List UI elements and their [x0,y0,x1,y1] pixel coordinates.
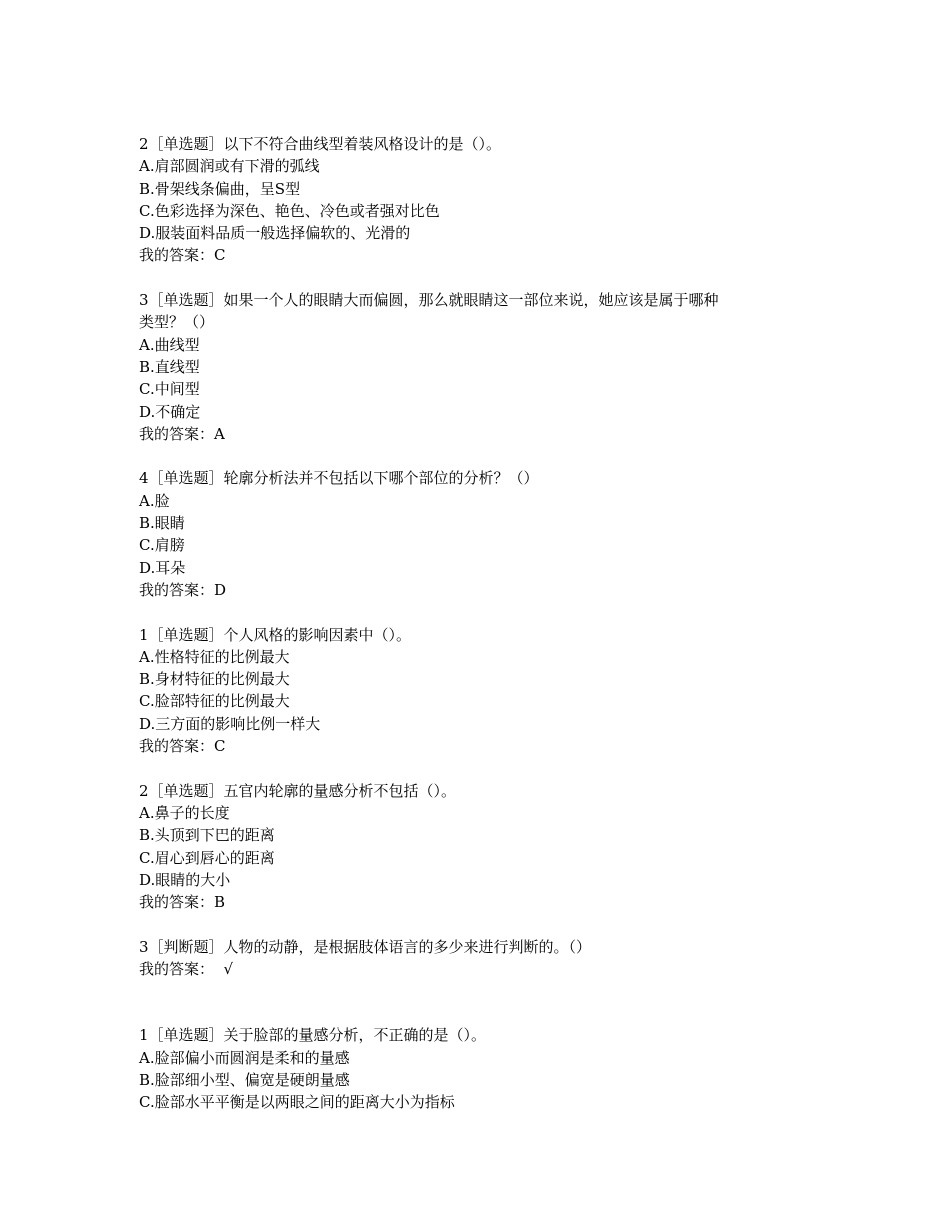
question-stem: 4［单选题］轮廓分析法并不包括以下哪个部位的分析？（） [139,469,539,488]
question-block [139,289,819,445]
option-d: D.耳朵 [139,558,186,577]
option-a: A.肩部圆润或有下滑的弧线 [139,157,320,176]
option-a: A.性格特征的比例最大 [139,647,290,666]
option-c: C.眉心到唇心的距离 [139,848,275,867]
option-a: A.脸 [139,491,170,510]
option-b: B.身材特征的比例最大 [139,670,290,689]
option-c: C.肩膀 [139,536,185,555]
my-answer: 我的答案：C [139,246,226,265]
spacer [139,913,819,935]
my-answer: 我的答案：B [139,893,226,912]
question-stem: 3［判断题］人物的动静，是根据肢体语言的多少来进行判断的。（） [139,937,592,956]
question-stem: 1［单选题］关于脸部的量感分析，不正确的是（）。 [139,1026,487,1045]
spacer [139,445,819,467]
option-d: D.服装面料品质一般选择偏软的、光滑的 [139,224,411,243]
my-answer: 我的答案：D [139,580,227,599]
option-b: B.脸部细小型、偏宽是硬朗量感 [139,1070,350,1089]
option-c: C.脸部特征的比例最大 [139,692,290,711]
my-answer: 我的答案：A [139,424,225,443]
option-a: A.脸部偏小而圆润是柔和的量感 [139,1048,350,1067]
question-stem: 1［单选题］个人风格的影响因素中（）。 [139,625,412,644]
question-block [139,780,819,914]
question-block [139,624,819,758]
question-stem: 2［单选题］以下不符合曲线型着装风格设计的是（）。 [139,135,502,153]
my-answer: 我的答案： √ [139,959,234,978]
spacer [139,601,819,623]
question-block [139,936,819,981]
question-stem-continued: 类型？（） [139,313,215,332]
question-block [139,1024,819,1113]
option-d: D.眼睛的大小 [139,870,231,889]
question-stem: 2［单选题］五官内轮廓的量感分析不包括（）。 [139,781,457,800]
document-page [139,133,819,1113]
my-answer: 我的答案：C [139,737,226,756]
option-a: A.曲线型 [139,335,200,354]
option-b: B.眼睛 [139,514,185,533]
option-b: B.直线型 [139,357,200,376]
question-block [139,133,819,267]
option-b: B.头顶到下巴的距离 [139,826,275,845]
option-d: D.三方面的影响比例一样大 [139,714,321,733]
option-a: A.鼻子的长度 [139,803,230,822]
option-b: B.骨架线条偏曲，呈S型 [139,179,301,198]
spacer [139,980,819,1024]
option-c: C.色彩选择为深色、艳色、冷色或者强对比色 [139,201,440,220]
option-d: D.不确定 [139,402,201,421]
question-block [139,467,819,601]
spacer [139,267,819,289]
option-c: C.中间型 [139,380,200,399]
spacer [139,757,819,779]
question-stem: 3［单选题］如果一个人的眼睛大而偏圆，那么就眼睛这一部位来说，她应该是属于哪种 [139,291,719,310]
option-c: C.脸部水平平衡是以两眼之间的距离大小为指标 [139,1093,455,1112]
